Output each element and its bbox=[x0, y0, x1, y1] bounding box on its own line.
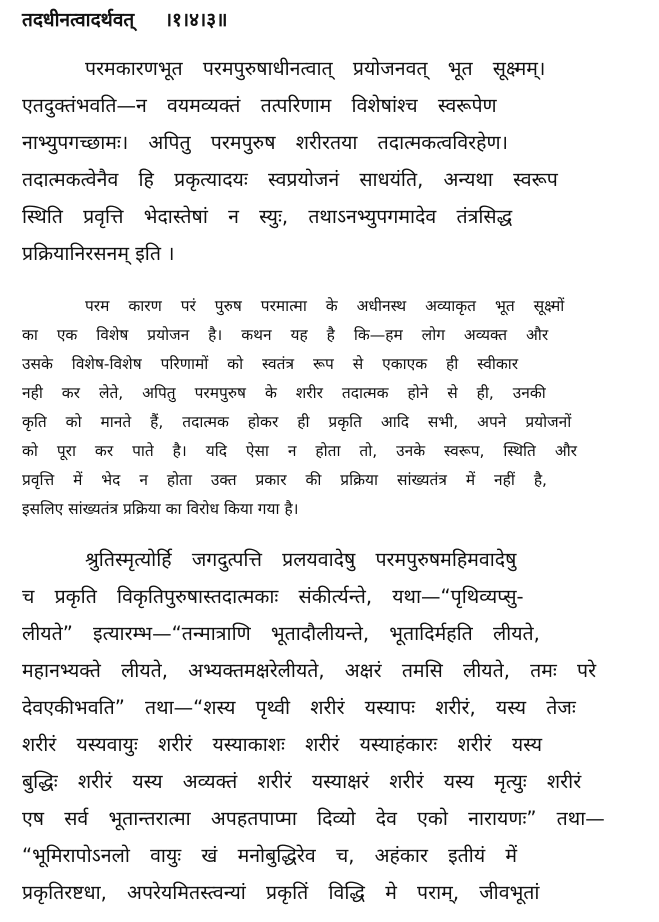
sanskrit-para3-line: महानभ्यक्ते लीयते, अभ्यक्तमक्षरेलीयते, अक्षरं तमसि लीयते, तमः परे bbox=[22, 659, 597, 682]
sanskrit-para3-line: देवएकीभवति” तथा—“शस्य पृथ्वी शरीरं यस्यापः शरीरं, यस्य तेजः bbox=[22, 696, 576, 719]
sanskrit-para3-line: बुद्धिः शरीरं यस्य अव्यक्तं शरीरं यस्याक्षरं शरीरं यस्य मृत्युः शरीरं bbox=[22, 770, 582, 793]
sanskrit-para1-line: नाभ्युपगच्छामः। अपितु परमपुरुष शरीरतया तदात्मकत्वविरहेण। bbox=[22, 131, 508, 154]
sanskrit-para1-line: तदात्मकत्वेनैव हि प्रकृत्यादयः स्वप्रयोजनं साधयंति, अन्यथा स्वरूप bbox=[22, 168, 558, 191]
sanskrit-para1-line: एतदुक्तंभवति—न वयमव्यक्तं तत्परिणाम विशेषांश्च स्वरूपेण bbox=[22, 94, 497, 117]
sanskrit-para3-line: श्रुतिस्मृत्योर्हि जगदुत्पत्ति प्रलयवादेषु परमपुरुषमहिमवादेषु bbox=[85, 548, 517, 571]
hindi-para-line: का एक विशेष प्रयोजन है। कथन यह है कि—हम लोग अव्यक्त और bbox=[22, 326, 549, 344]
sanskrit-para3-line: शरीरं यस्यवायुः शरीरं यस्याकाशः शरीरं यस्याहंकारः शरीरं यस्य bbox=[22, 733, 543, 756]
sanskrit-para3-line: प्रकृतिरष्टधा, अपरेयमितस्त्वन्यां प्रकृतिं विद्धि मे पराम्, जीवभूतां bbox=[22, 881, 540, 904]
sanskrit-para1-line: परमकारणभूत परमपुरुषाधीनत्वात् प्रयोजनवत् भूत सूक्ष्मम्। bbox=[85, 57, 546, 80]
sutra-title: तदधीनत्वादर्थवत् bbox=[22, 9, 135, 31]
hindi-para-line: को पूरा कर पाते है। यदि ऐसा न होता तो, उनके स्वरूप, स्थिति और bbox=[22, 442, 578, 460]
hindi-para-line: प्रवृत्ति में भेद न होता उक्त प्रकार की प्रक्रिया सांख्यतंत्र में नहीं है, bbox=[22, 471, 547, 489]
sutra-heading bbox=[22, 6, 227, 32]
hindi-para-line: इसलिए सांख्यतंत्र प्रक्रिया का विरोध किया गया है। bbox=[22, 500, 299, 518]
sutra-reference: ।१।४।३॥ bbox=[164, 9, 228, 31]
hindi-para-line: परम कारण परं पुरुष परमात्मा के अधीनस्थ अव्याकृत भूत सूक्ष्मों bbox=[85, 297, 565, 315]
sanskrit-para1-line: प्रक्रियानिरसनम् इति । bbox=[22, 242, 175, 265]
hindi-para-line: नही कर लेते, अपितु परमपुरुष के शरीर तदात्मक होने से ही, उनकी bbox=[22, 384, 546, 402]
sanskrit-para3-line: लीयते” इत्यारम्भ—“तन्मात्राणि भूतादौलीयन्ते, भूतादिर्महति लीयते, bbox=[22, 622, 540, 645]
sanskrit-para3-line: च प्रकृति विकृतिपुरुषास्तदात्मकाः संकीर्त्यन्ते, यथा—“पृथिव्यप्सु- bbox=[22, 585, 524, 608]
hindi-para-line: कृति को मानते हैं, तदात्मक होकर ही प्रकृति आदि सभी, अपने प्रयोजनों bbox=[22, 413, 572, 431]
sanskrit-para3-line: एष सर्व भूतान्तरात्मा अपहतपाप्मा दिव्यो देव एको नारायणः” तथा— bbox=[22, 807, 605, 830]
sanskrit-para3-line: “भूमिरापोऽनलो वायुः खं मनोबुद्धिरेव च, अहंकार इतीयं में bbox=[22, 844, 518, 867]
sanskrit-para1-line: स्थिति प्रवृत्ति भेदास्तेषां न स्युः, तथाऽनभ्युपगमादेव तंत्रसिद्ध bbox=[22, 205, 513, 228]
hindi-para-line: उसके विशेष-विशेष परिणामों को स्वतंत्र रूप से एकाएक ही स्वीकार bbox=[22, 355, 519, 373]
